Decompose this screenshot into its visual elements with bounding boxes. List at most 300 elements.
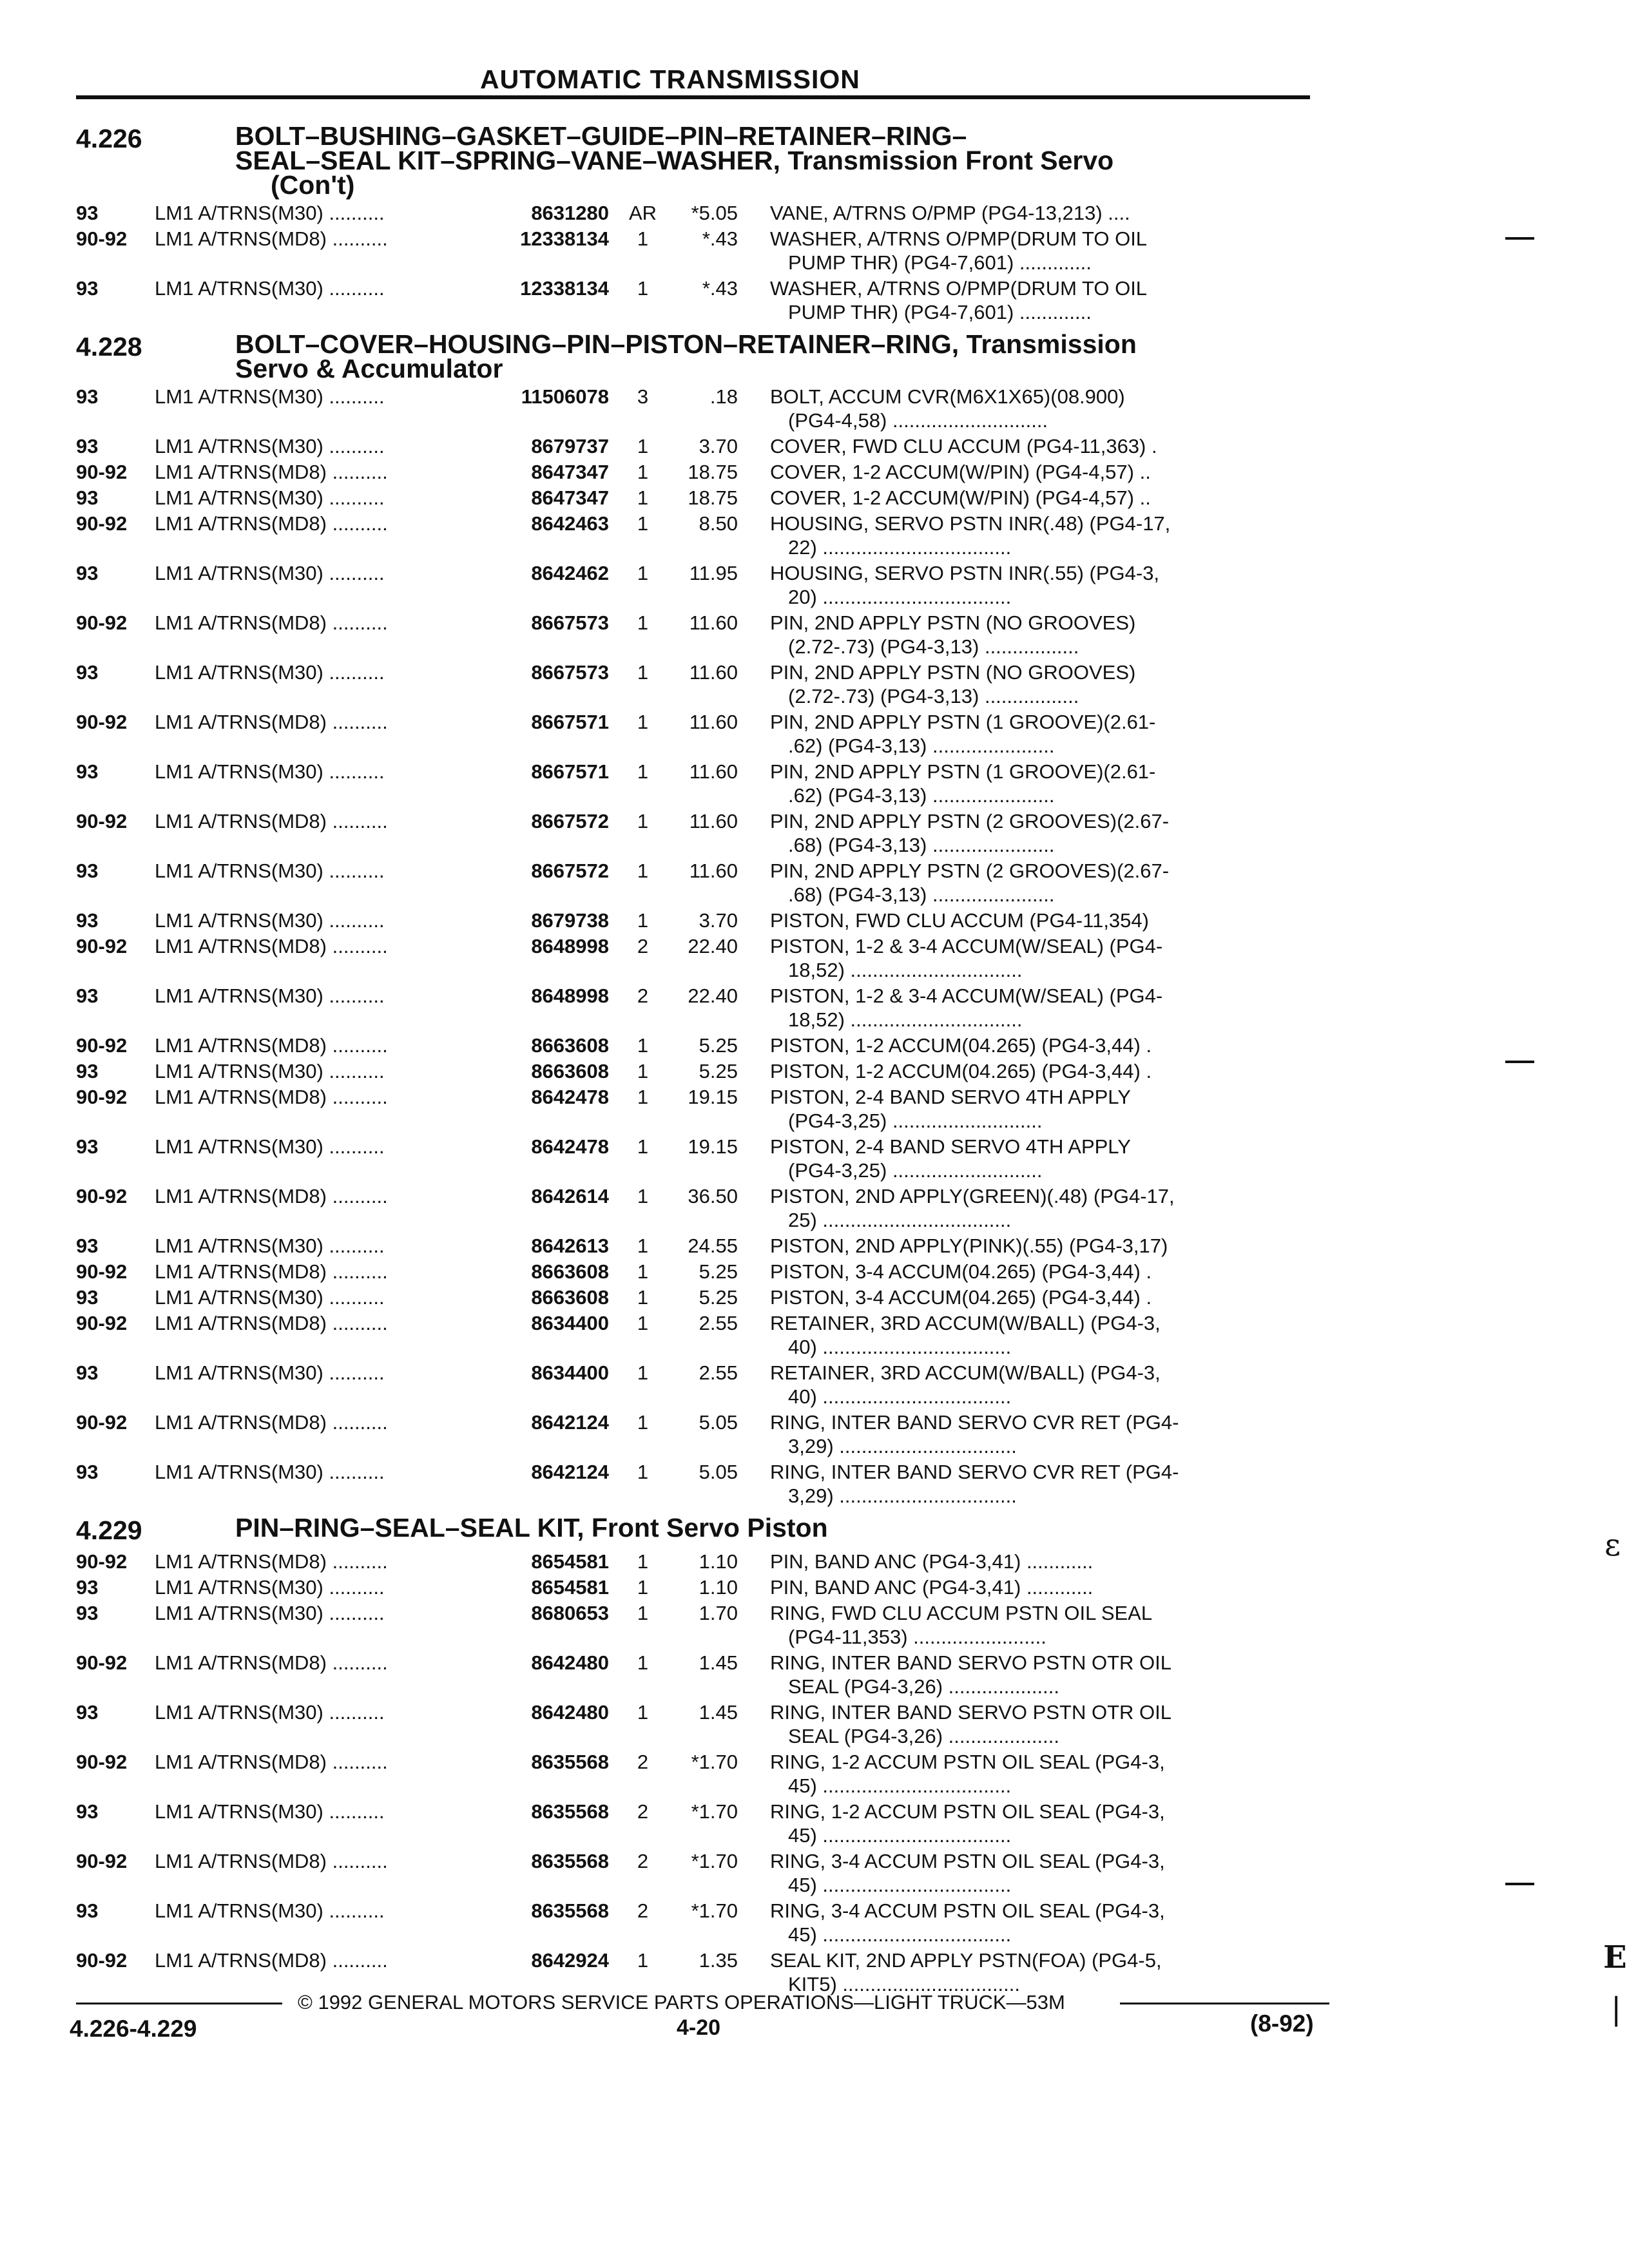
price: 5.05 bbox=[699, 1411, 738, 1434]
part-row bbox=[76, 512, 1320, 559]
part-row bbox=[76, 809, 1320, 857]
price: *1.70 bbox=[691, 1850, 738, 1872]
price: 11.60 bbox=[689, 760, 738, 783]
description-line: RING, 1-2 ACCUM PSTN OIL SEAL (PG4-3, bbox=[770, 1800, 1165, 1823]
part-row bbox=[76, 660, 1320, 708]
price: 2.55 bbox=[699, 1312, 738, 1334]
part-row bbox=[76, 561, 1320, 609]
part-row bbox=[76, 1550, 1320, 1573]
model-code: LM1 A/TRNS(MD8) .......... bbox=[155, 1949, 388, 1972]
price: *1.70 bbox=[691, 1800, 738, 1823]
quantity: 2 bbox=[637, 985, 649, 1007]
quantity: 1 bbox=[637, 760, 649, 783]
model-code: LM1 A/TRNS(M30) .......... bbox=[155, 1899, 385, 1922]
quantity: 1 bbox=[637, 909, 649, 932]
model-code: LM1 A/TRNS(M30) .......... bbox=[155, 1800, 385, 1823]
quantity: 1 bbox=[637, 1086, 649, 1108]
description-line: PIN, 2ND APPLY PSTN (1 GROOVE)(2.61- bbox=[770, 760, 1156, 783]
description-line: PISTON, FWD CLU ACCUM (PG4-11,354) bbox=[770, 909, 1149, 932]
model-code: LM1 A/TRNS(MD8) .......... bbox=[155, 810, 388, 832]
description-line: 45) .................................. bbox=[788, 1774, 1012, 1797]
description-line: 18,52) ............................... bbox=[788, 959, 1023, 981]
part-number: 8663608 bbox=[531, 1034, 609, 1057]
model-code: LM1 A/TRNS(MD8) .......... bbox=[155, 611, 388, 634]
part-description bbox=[738, 908, 1318, 932]
description-line: PISTON, 2ND APPLY(GREEN)(.48) (PG4-17, bbox=[770, 1185, 1175, 1207]
model-year: 93 bbox=[76, 1286, 99, 1309]
section-title-line: SEAL–SEAL KIT–SPRING–VANE–WASHER, Transmission Front Servo bbox=[235, 146, 1114, 175]
quantity: 1 bbox=[637, 1461, 649, 1483]
model-year: 90-92 bbox=[76, 1185, 128, 1207]
part-number: 8634400 bbox=[531, 1361, 609, 1384]
quantity: 2 bbox=[637, 1850, 649, 1872]
part-description bbox=[738, 1899, 1318, 1946]
part-number: 12338134 bbox=[520, 227, 609, 250]
model-year: 93 bbox=[76, 1461, 99, 1483]
model-year: 93 bbox=[76, 277, 99, 300]
part-description bbox=[738, 1460, 1318, 1508]
part-description bbox=[738, 1135, 1318, 1182]
part-number: 8642480 bbox=[531, 1701, 609, 1724]
part-row bbox=[76, 1601, 1320, 1649]
price: *5.05 bbox=[691, 202, 738, 224]
edge-glyph: ε bbox=[1605, 1527, 1621, 1563]
model-year: 90-92 bbox=[76, 1850, 128, 1872]
part-number: 8635568 bbox=[531, 1751, 609, 1773]
part-description bbox=[738, 276, 1318, 324]
quantity: 1 bbox=[637, 512, 649, 535]
model-code: LM1 A/TRNS(M30) .......... bbox=[155, 760, 385, 783]
description-line: PISTON, 1-2 & 3-4 ACCUM(W/SEAL) (PG4- bbox=[770, 935, 1163, 957]
part-number: 8667571 bbox=[531, 760, 609, 783]
footer-section-range: 4.226-4.229 bbox=[70, 2015, 197, 2042]
part-number: 8663608 bbox=[531, 1060, 609, 1082]
description-line: KIT5) ................................ bbox=[788, 1973, 1021, 1995]
description-line: RING, 3-4 ACCUM PSTN OIL SEAL (PG4-3, bbox=[770, 1899, 1165, 1922]
part-number: 8635568 bbox=[531, 1899, 609, 1922]
description-line: PIN, BAND ANC (PG4-3,41) ............ bbox=[770, 1576, 1094, 1599]
part-row bbox=[76, 859, 1320, 907]
part-row bbox=[76, 760, 1320, 807]
part-number: 12338134 bbox=[520, 277, 609, 300]
model-code: LM1 A/TRNS(M30) .......... bbox=[155, 1602, 385, 1624]
model-year: 90-92 bbox=[76, 1086, 128, 1108]
section-title-line: BOLT–COVER–HOUSING–PIN–PISTON–RETAINER–RING, Transmission bbox=[235, 329, 1137, 359]
part-description bbox=[738, 710, 1318, 758]
price: 5.25 bbox=[699, 1260, 738, 1283]
part-row bbox=[76, 1361, 1320, 1408]
description-line: PIN, 2ND APPLY PSTN (NO GROOVES) bbox=[770, 611, 1136, 634]
model-code: LM1 A/TRNS(MD8) .......... bbox=[155, 461, 388, 483]
model-year: 90-92 bbox=[76, 512, 128, 535]
part-number: 8642124 bbox=[531, 1411, 609, 1434]
model-year: 90-92 bbox=[76, 711, 128, 733]
part-number: 8647347 bbox=[531, 486, 609, 509]
description-line: .68) (PG4-3,13) ...................... bbox=[788, 883, 1055, 906]
model-year: 93 bbox=[76, 1361, 99, 1384]
model-year: 90-92 bbox=[76, 461, 128, 483]
price: 19.15 bbox=[688, 1086, 738, 1108]
description-line: HOUSING, SERVO PSTN INR(.48) (PG4-17, bbox=[770, 512, 1171, 535]
description-line: PISTON, 3-4 ACCUM(04.265) (PG4-3,44) . bbox=[770, 1260, 1152, 1283]
model-year: 90-92 bbox=[76, 1034, 128, 1057]
description-line: (PG4-4,58) ............................ bbox=[788, 409, 1048, 432]
description-line: BOLT, ACCUM CVR(M6X1X65)(08.900) bbox=[770, 385, 1125, 408]
quantity: 1 bbox=[637, 435, 649, 457]
part-number: 8642614 bbox=[531, 1185, 609, 1207]
part-number: 8667572 bbox=[531, 860, 609, 882]
part-row bbox=[76, 434, 1320, 458]
part-description bbox=[738, 434, 1318, 458]
part-description bbox=[738, 1033, 1318, 1057]
model-year: 90-92 bbox=[76, 611, 128, 634]
part-row bbox=[76, 1651, 1320, 1698]
description-line: SEAL KIT, 2ND APPLY PSTN(FOA) (PG4-5, bbox=[770, 1949, 1162, 1972]
footer-page-number: 4-20 bbox=[677, 2015, 721, 2040]
description-line: SEAL (PG4-3,26) .................... bbox=[788, 1725, 1059, 1747]
model-code: LM1 A/TRNS(M30) .......... bbox=[155, 1060, 385, 1082]
model-code: LM1 A/TRNS(M30) .......... bbox=[155, 385, 385, 408]
price: *1.70 bbox=[691, 1751, 738, 1773]
description-line: (2.72-.73) (PG4-3,13) ................. bbox=[788, 685, 1079, 707]
footer-rule-left bbox=[76, 2003, 282, 2004]
part-description bbox=[738, 1410, 1318, 1458]
quantity: 1 bbox=[637, 860, 649, 882]
part-row bbox=[76, 1285, 1320, 1309]
quantity: 1 bbox=[637, 1361, 649, 1384]
description-line: RING, INTER BAND SERVO PSTN OTR OIL bbox=[770, 1701, 1171, 1724]
part-description bbox=[738, 1800, 1318, 1847]
model-code: LM1 A/TRNS(MD8) .......... bbox=[155, 512, 388, 535]
model-code: LM1 A/TRNS(MD8) .......... bbox=[155, 1550, 388, 1573]
section-header bbox=[76, 1515, 1320, 1546]
model-code: LM1 A/TRNS(M30) .......... bbox=[155, 1361, 385, 1384]
description-line: 3,29) ................................ bbox=[788, 1485, 1017, 1507]
section-title-line: Servo & Accumulator bbox=[235, 354, 503, 383]
part-description bbox=[738, 486, 1318, 510]
model-year: 93 bbox=[76, 435, 99, 457]
part-row bbox=[76, 1410, 1320, 1458]
model-year: 90-92 bbox=[76, 1550, 128, 1573]
part-number: 8667571 bbox=[531, 711, 609, 733]
quantity: 1 bbox=[637, 486, 649, 509]
description-line: 20) .................................. bbox=[788, 586, 1012, 608]
model-year: 90-92 bbox=[76, 1949, 128, 1972]
model-code: LM1 A/TRNS(MD8) .......... bbox=[155, 1034, 388, 1057]
model-year: 93 bbox=[76, 760, 99, 783]
price: 1.45 bbox=[699, 1701, 738, 1724]
section-header bbox=[76, 121, 1320, 200]
description-line: PISTON, 2ND APPLY(PINK)(.55) (PG4-3,17) bbox=[770, 1235, 1168, 1257]
part-row bbox=[76, 1575, 1320, 1599]
model-code: LM1 A/TRNS(M30) .......... bbox=[155, 435, 385, 457]
part-number: 8654581 bbox=[531, 1576, 609, 1599]
price: 36.50 bbox=[688, 1185, 738, 1207]
part-description bbox=[738, 1311, 1318, 1359]
description-line: PISTON, 3-4 ACCUM(04.265) (PG4-3,44) . bbox=[770, 1286, 1152, 1309]
price: 3.70 bbox=[699, 909, 738, 932]
price: 5.05 bbox=[699, 1461, 738, 1483]
part-description bbox=[738, 1234, 1318, 1258]
quantity: 1 bbox=[637, 1949, 649, 1972]
description-line: (PG4-3,25) ........................... bbox=[788, 1159, 1043, 1182]
quantity: 1 bbox=[637, 711, 649, 733]
model-code: LM1 A/TRNS(M30) .......... bbox=[155, 661, 385, 684]
description-line: PISTON, 1-2 ACCUM(04.265) (PG4-3,44) . bbox=[770, 1060, 1152, 1082]
part-number: 8635568 bbox=[531, 1850, 609, 1872]
model-code: LM1 A/TRNS(MD8) .......... bbox=[155, 1086, 388, 1108]
part-row bbox=[76, 1085, 1320, 1133]
price: 19.15 bbox=[688, 1135, 738, 1158]
part-description bbox=[738, 1260, 1318, 1283]
quantity: 1 bbox=[637, 227, 649, 250]
model-year: 90-92 bbox=[76, 227, 128, 250]
part-description bbox=[738, 1575, 1318, 1599]
model-year: 93 bbox=[76, 909, 99, 932]
part-number: 8634400 bbox=[531, 1312, 609, 1334]
quantity: 1 bbox=[637, 277, 649, 300]
part-row bbox=[76, 908, 1320, 932]
part-description bbox=[738, 1849, 1318, 1897]
quantity: 1 bbox=[637, 1260, 649, 1283]
price: 1.10 bbox=[699, 1550, 738, 1573]
price: 5.25 bbox=[699, 1060, 738, 1082]
model-code: LM1 A/TRNS(MD8) .......... bbox=[155, 1651, 388, 1674]
part-description bbox=[738, 1085, 1318, 1133]
price: 1.45 bbox=[699, 1651, 738, 1674]
part-number: 8642462 bbox=[531, 562, 609, 584]
edge-glyph: | bbox=[1611, 1991, 1622, 2027]
part-row bbox=[76, 385, 1320, 432]
part-number: 8642463 bbox=[531, 512, 609, 535]
part-row bbox=[76, 1700, 1320, 1748]
description-line: 45) .................................. bbox=[788, 1874, 1012, 1896]
model-year: 93 bbox=[76, 1060, 99, 1082]
part-description bbox=[738, 1285, 1318, 1309]
part-number: 8663608 bbox=[531, 1260, 609, 1283]
section-header bbox=[76, 329, 1320, 383]
quantity: 1 bbox=[637, 810, 649, 832]
part-row bbox=[76, 1135, 1320, 1182]
parts-listing bbox=[76, 116, 1320, 1998]
model-year: 90-92 bbox=[76, 1260, 128, 1283]
quantity: 1 bbox=[637, 1034, 649, 1057]
part-row bbox=[76, 1033, 1320, 1057]
model-year: 90-92 bbox=[76, 810, 128, 832]
model-code: LM1 A/TRNS(M30) .......... bbox=[155, 1701, 385, 1724]
model-year: 93 bbox=[76, 385, 99, 408]
quantity: 1 bbox=[637, 661, 649, 684]
model-code: LM1 A/TRNS(M30) .......... bbox=[155, 562, 385, 584]
description-line: (PG4-11,353) ........................ bbox=[788, 1626, 1046, 1648]
quantity: 2 bbox=[637, 1751, 649, 1773]
part-row bbox=[76, 1184, 1320, 1232]
model-year: 93 bbox=[76, 985, 99, 1007]
part-description bbox=[738, 227, 1318, 274]
part-description bbox=[738, 809, 1318, 857]
description-line: RING, INTER BAND SERVO CVR RET (PG4- bbox=[770, 1461, 1179, 1483]
description-line: 22) .................................. bbox=[788, 536, 1012, 559]
model-code: LM1 A/TRNS(MD8) .......... bbox=[155, 935, 388, 957]
model-code: LM1 A/TRNS(M30) .......... bbox=[155, 202, 385, 224]
description-line: PIN, 2ND APPLY PSTN (2 GROOVES)(2.67- bbox=[770, 860, 1170, 882]
part-description bbox=[738, 1651, 1318, 1698]
quantity: 1 bbox=[637, 1060, 649, 1082]
part-row bbox=[76, 1059, 1320, 1083]
model-code: LM1 A/TRNS(M30) .......... bbox=[155, 1286, 385, 1309]
model-code: LM1 A/TRNS(M30) .......... bbox=[155, 1135, 385, 1158]
part-description bbox=[738, 1601, 1318, 1649]
description-line: PIN, 2ND APPLY PSTN (2 GROOVES)(2.67- bbox=[770, 810, 1170, 832]
model-year: 90-92 bbox=[76, 1411, 128, 1434]
quantity: 2 bbox=[637, 1800, 649, 1823]
model-year: 90-92 bbox=[76, 1312, 128, 1334]
model-year: 93 bbox=[76, 1602, 99, 1624]
part-number: 8642478 bbox=[531, 1135, 609, 1158]
price: 3.70 bbox=[699, 435, 738, 457]
part-row bbox=[76, 486, 1320, 510]
description-line: PIN, 2ND APPLY PSTN (1 GROOVE)(2.61- bbox=[770, 711, 1156, 733]
model-code: LM1 A/TRNS(M30) .......... bbox=[155, 1235, 385, 1257]
quantity: 1 bbox=[637, 1701, 649, 1724]
price: 1.35 bbox=[699, 1949, 738, 1972]
description-line: .62) (PG4-3,13) ...................... bbox=[788, 784, 1055, 807]
part-row bbox=[76, 1750, 1320, 1798]
quantity: 1 bbox=[637, 1235, 649, 1257]
model-year: 93 bbox=[76, 486, 99, 509]
model-code: LM1 A/TRNS(MD8) .......... bbox=[155, 1751, 388, 1773]
description-line: PISTON, 1-2 & 3-4 ACCUM(W/SEAL) (PG4- bbox=[770, 985, 1163, 1007]
footer-rule-right bbox=[1120, 2003, 1329, 2004]
part-number: 8667573 bbox=[531, 661, 609, 684]
description-line: 40) .................................. bbox=[788, 1336, 1012, 1358]
model-year: 93 bbox=[76, 1899, 99, 1922]
quantity: 1 bbox=[637, 1411, 649, 1434]
description-line: PISTON, 1-2 ACCUM(04.265) (PG4-3,44) . bbox=[770, 1034, 1152, 1057]
part-number: 8679737 bbox=[531, 435, 609, 457]
description-line: COVER, FWD CLU ACCUM (PG4-11,363) . bbox=[770, 435, 1157, 457]
part-number: 8642613 bbox=[531, 1235, 609, 1257]
part-number: 8642124 bbox=[531, 1461, 609, 1483]
price: 18.75 bbox=[688, 461, 738, 483]
margin-mark bbox=[1505, 237, 1534, 240]
price: 5.25 bbox=[699, 1286, 738, 1309]
model-year: 93 bbox=[76, 860, 99, 882]
quantity: 1 bbox=[637, 562, 649, 584]
model-code: LM1 A/TRNS(MD8) .......... bbox=[155, 1850, 388, 1872]
model-code: LM1 A/TRNS(MD8) .......... bbox=[155, 227, 388, 250]
part-row bbox=[76, 1234, 1320, 1258]
price: 8.50 bbox=[699, 512, 738, 535]
part-number: 8642478 bbox=[531, 1086, 609, 1108]
part-description bbox=[738, 561, 1318, 609]
model-year: 93 bbox=[76, 661, 99, 684]
section-title bbox=[235, 329, 1311, 383]
model-code: LM1 A/TRNS(M30) .......... bbox=[155, 860, 385, 882]
part-description bbox=[738, 611, 1318, 658]
quantity: 1 bbox=[637, 611, 649, 634]
price: 11.60 bbox=[689, 860, 738, 882]
footer-date: (8-92) bbox=[1250, 2010, 1314, 2037]
quantity: 1 bbox=[637, 1651, 649, 1674]
description-line: RING, 3-4 ACCUM PSTN OIL SEAL (PG4-3, bbox=[770, 1850, 1165, 1872]
quantity: 1 bbox=[637, 1185, 649, 1207]
part-row bbox=[76, 1460, 1320, 1508]
description-line: RING, 1-2 ACCUM PSTN OIL SEAL (PG4-3, bbox=[770, 1751, 1165, 1773]
part-row bbox=[76, 710, 1320, 758]
price: 11.60 bbox=[689, 611, 738, 634]
model-code: LM1 A/TRNS(M30) .......... bbox=[155, 1576, 385, 1599]
quantity: 3 bbox=[637, 385, 649, 408]
price: 22.40 bbox=[688, 935, 738, 957]
part-number: 8680653 bbox=[531, 1602, 609, 1624]
quantity: 2 bbox=[637, 1899, 649, 1922]
model-code: LM1 A/TRNS(MD8) .......... bbox=[155, 1260, 388, 1283]
description-line: .68) (PG4-3,13) ...................... bbox=[788, 834, 1055, 856]
quantity: 1 bbox=[637, 1135, 649, 1158]
description-line: 45) .................................. bbox=[788, 1824, 1012, 1847]
part-row bbox=[76, 227, 1320, 274]
footer-copyright: © 1992 GENERAL MOTORS SERVICE PARTS OPERATIONS—LIGHT TRUCK—53M bbox=[298, 1991, 1065, 2013]
model-code: LM1 A/TRNS(M30) .......... bbox=[155, 277, 385, 300]
price: 18.75 bbox=[688, 486, 738, 509]
model-code: LM1 A/TRNS(MD8) .......... bbox=[155, 1411, 388, 1434]
section-title bbox=[235, 1515, 1311, 1546]
page-title: AUTOMATIC TRANSMISSION bbox=[480, 64, 860, 94]
model-year: 90-92 bbox=[76, 935, 128, 957]
model-code: LM1 A/TRNS(MD8) .......... bbox=[155, 1185, 388, 1207]
section-number: 4.228 bbox=[76, 332, 142, 361]
model-year: 93 bbox=[76, 1701, 99, 1724]
part-description bbox=[738, 1059, 1318, 1083]
part-number: 8631280 bbox=[531, 202, 609, 224]
description-line: PIN, 2ND APPLY PSTN (NO GROOVES) bbox=[770, 661, 1136, 684]
part-number: 8663608 bbox=[531, 1286, 609, 1309]
description-line: RING, FWD CLU ACCUM PSTN OIL SEAL bbox=[770, 1602, 1153, 1624]
description-line: SEAL (PG4-3,26) .................... bbox=[788, 1675, 1059, 1698]
description-line: .62) (PG4-3,13) ...................... bbox=[788, 735, 1055, 757]
description-line: PIN, BAND ANC (PG4-3,41) ............ bbox=[770, 1550, 1094, 1573]
part-description bbox=[738, 201, 1318, 225]
price: *.43 bbox=[702, 277, 738, 300]
description-line: RETAINER, 3RD ACCUM(W/BALL) (PG4-3, bbox=[770, 1361, 1161, 1384]
price: 11.95 bbox=[689, 562, 738, 584]
description-line: VANE, A/TRNS O/PMP (PG4-13,213) .... bbox=[770, 202, 1130, 224]
margin-mark bbox=[1505, 1883, 1534, 1885]
part-row bbox=[76, 201, 1320, 225]
description-line: HOUSING, SERVO PSTN INR(.55) (PG4-3, bbox=[770, 562, 1160, 584]
margin-mark bbox=[1505, 1061, 1534, 1063]
part-number: 8642480 bbox=[531, 1651, 609, 1674]
part-description bbox=[738, 1948, 1318, 1996]
part-description bbox=[738, 460, 1318, 484]
price: 22.40 bbox=[688, 985, 738, 1007]
part-number: 8679738 bbox=[531, 909, 609, 932]
description-line: 25) .................................. bbox=[788, 1209, 1012, 1231]
model-code: LM1 A/TRNS(M30) .......... bbox=[155, 1461, 385, 1483]
part-number: 8667573 bbox=[531, 611, 609, 634]
part-row bbox=[76, 1948, 1320, 1996]
model-year: 90-92 bbox=[76, 1651, 128, 1674]
section-title-line: (Con't) bbox=[271, 170, 355, 200]
price: 11.60 bbox=[689, 661, 738, 684]
description-line: 40) .................................. bbox=[788, 1385, 1012, 1408]
part-number: 8654581 bbox=[531, 1550, 609, 1573]
quantity: 1 bbox=[637, 1576, 649, 1599]
section-number: 4.229 bbox=[76, 1515, 142, 1545]
description-line: WASHER, A/TRNS O/PMP(DRUM TO OIL bbox=[770, 277, 1148, 300]
part-description bbox=[738, 1184, 1318, 1232]
